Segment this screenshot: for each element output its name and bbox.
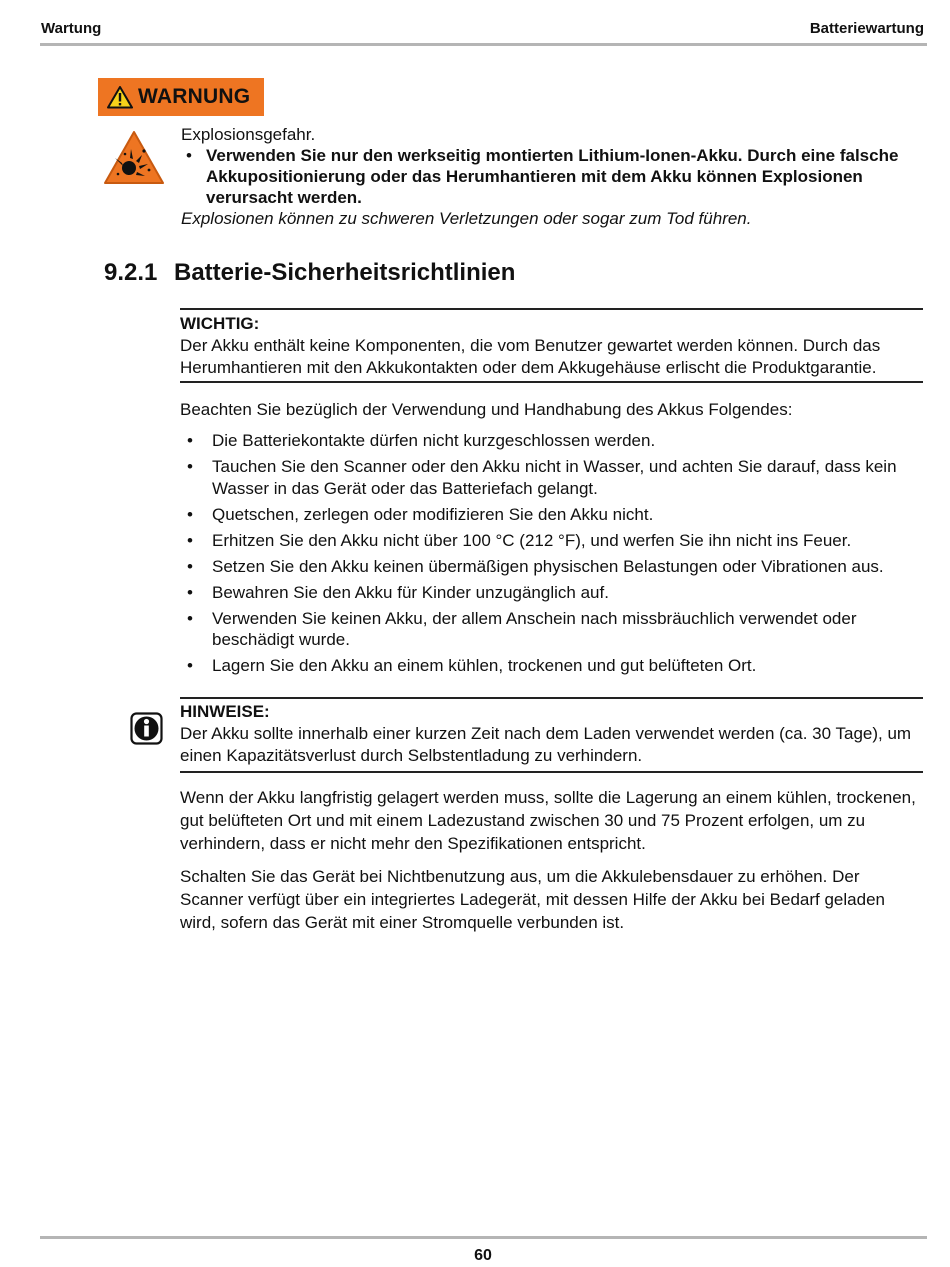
info-icon [130,712,163,745]
important-label: WICHTIG: [180,314,260,333]
storage-paragraph: Wenn der Akku langfristig gelagert werden muss, sollte die Lagerung an einem kühlen, trockenen, gut belüfteten Ort und mit einem Ladezustand zwischen 30 und 75 Prozent erfolgen, um zu verhindern, dass er nicht mehr den Spezifikationen entspricht. [180,788,916,853]
header-chapter: Wartung [41,20,102,37]
warning-hazard: Explosionsgefahr. [181,125,316,144]
section-title: Batterie-Sicherheitsrichtlinien [174,259,516,286]
intro-text: Beachten Sie bezüglich der Verwendung und Handhabung des Akkus Folgendes: [180,400,793,419]
list-item: • Bewahren Sie den Akku für Kinder unzugänglich auf. [180,582,925,604]
warning-triangle-icon [107,85,133,109]
power-paragraph: Schalten Sie das Gerät bei Nichtbenutzung aus, um die Akkulebensdauer zu erhöhen. Der Scanner verfügt über ein integriertes Ladegerät, mit dessen Hilfe der Akku bei Bedarf geladen wird, sofern das Gerät mit einer Stromquelle verbunden ist. [180,867,885,932]
section-number: 9.2.1 [104,259,158,286]
list-item: • Quetschen, zerlegen oder modifizieren Sie den Akku nicht. [180,504,925,526]
explosion-hazard-icon [103,130,165,186]
header-section: Batteriewartung [809,20,924,37]
note-bottom-rule [180,771,923,773]
list-item: • Lagern Sie den Akku an einem kühlen, trockenen und gut belüfteten Ort. [180,655,925,677]
important-bottom-rule [180,381,923,383]
section-heading [104,259,515,287]
note-top-rule [180,697,923,699]
list-item: • Tauchen Sie den Scanner oder den Akku nicht in Wasser, und achten Sie darauf, dass kein Wasser in das Gerät oder das Batteriefach gelangt. [180,456,925,499]
list-item: • Die Batteriekontakte dürfen nicht kurzgeschlossen werden. [180,430,925,452]
list-item: • Erhitzen Sie den Akku nicht über 100 °C (212 °F), und werfen Sie ihn nicht ins Feuer. [180,530,925,552]
important-top-rule [180,308,923,310]
list-item: • Setzen Sie den Akku keinen übermäßigen physischen Belastungen oder Vibrationen aus. [180,556,925,578]
warning-label: WARNUNG [138,85,251,108]
footer-rule [40,1236,927,1239]
header-rule [40,43,927,46]
note-text: Der Akku sollte innerhalb einer kurzen Zeit nach dem Laden verwendet werden (ca. 30 Tage), um einen Kapazitätsverlust durch Selbstentladung zu verhindern. [180,724,912,765]
list-item: • Verwenden Sie keinen Akku, der allem Anschein nach missbräuchlich verwendet oder beschädigt wurde. [180,608,925,651]
warning-text [181,124,926,229]
page-number: 60 [474,1247,492,1264]
battery-rules-list [180,430,925,681]
note-notice [180,701,923,767]
warning-instruction: • Verwenden Sie nur den werkseitig montierten Lithium-Ionen-Akku. Durch eine falsche Akkupositionierung oder das Herumhantieren mit dem Akku können Explosionen verursacht werden. [181,145,926,208]
note-label: HINWEISE: [180,702,270,721]
important-notice [180,313,923,379]
warning-consequence: Explosionen können zu schweren Verletzungen oder sogar zum Tod führen. [181,209,752,228]
important-text: Der Akku enthält keine Komponenten, die vom Benutzer gewartet werden können. Durch das Herumhantieren mit den Akkukontakten oder dem Akkugehäuse erlischt die Produktgarantie. [180,336,881,377]
warning-badge [98,78,264,116]
